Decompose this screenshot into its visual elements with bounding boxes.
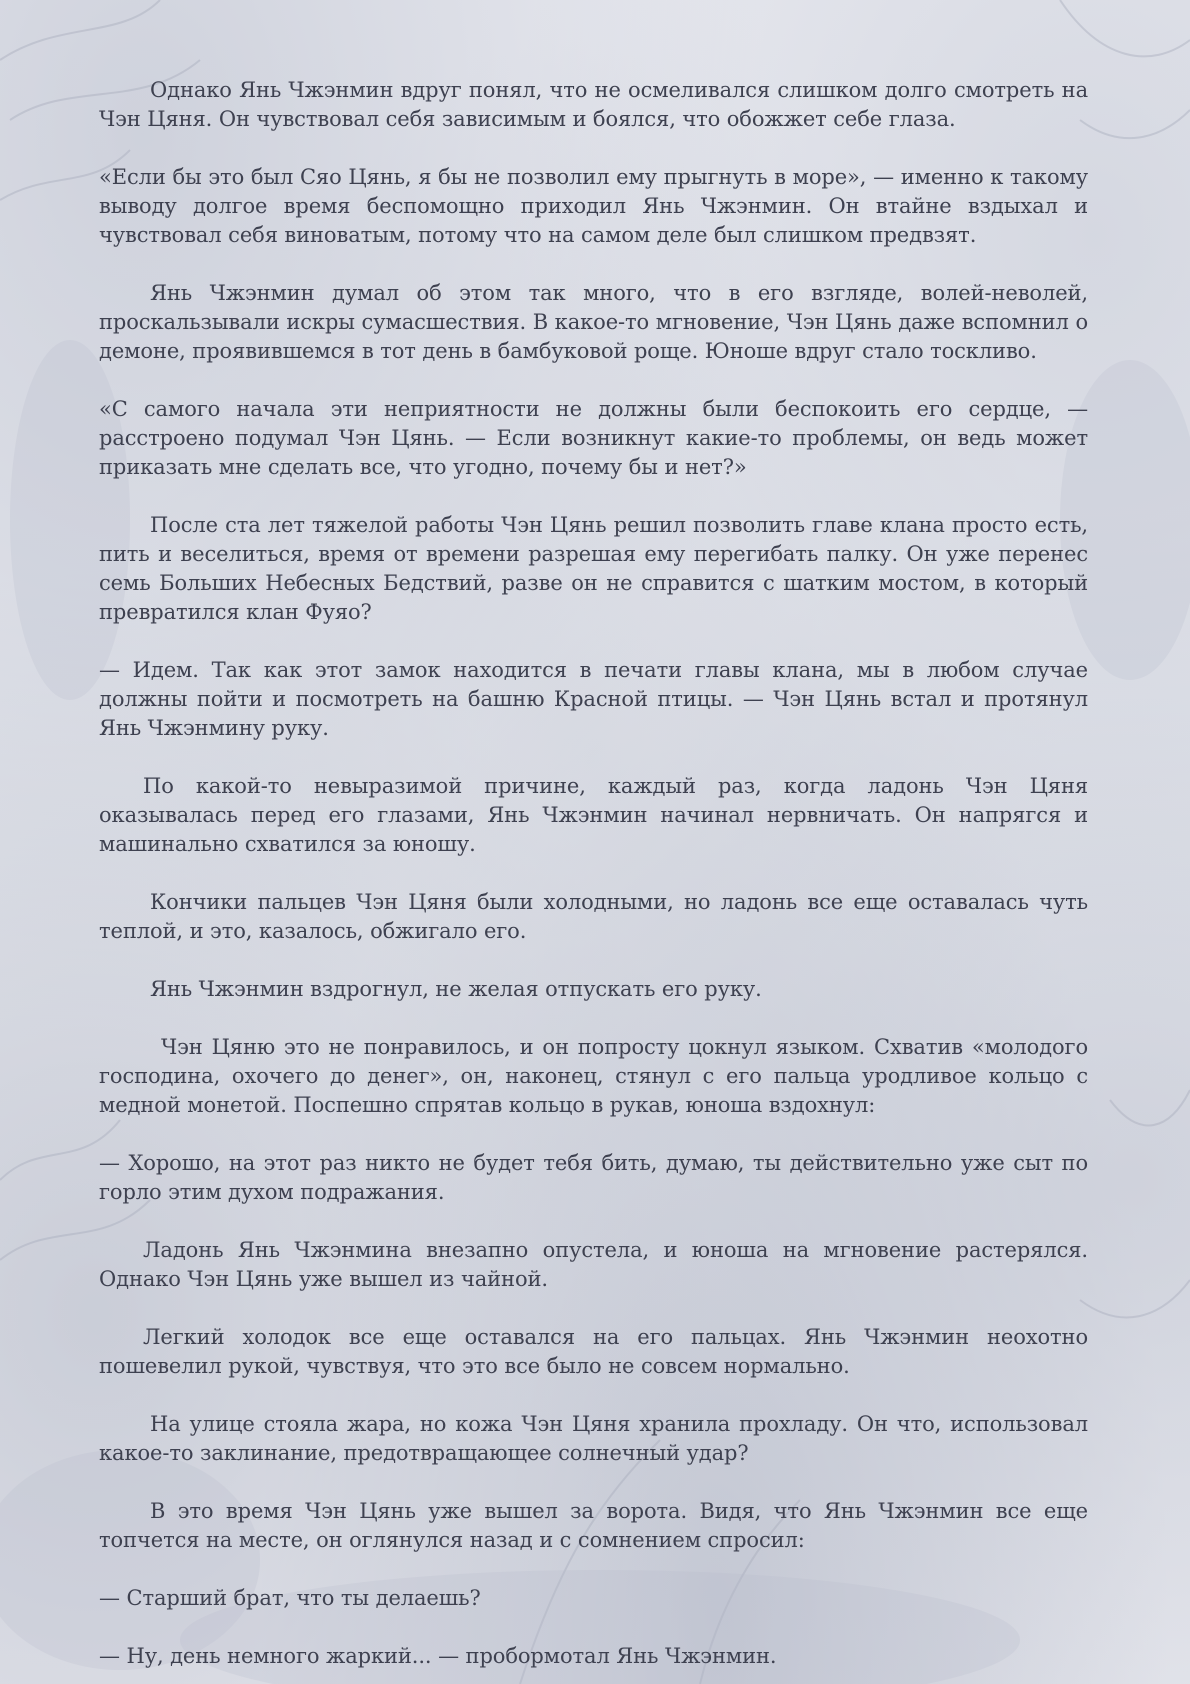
dragon-scale-curve (0, 0, 160, 60)
paragraph: После ста лет тяжелой работы Чэн Цянь решил позволить главе клана просто есть, пить и веселиться, время от времени разрешая ему перегибать палку. Он уже перенес семь Больших Небесных Бедствий, разве он не справится с шатким мостом, в который превратился клан Фуяо? (99, 513, 1088, 624)
paragraph: На улице стояла жара, но кожа Чэн Цяня хранила прохладу. Он что, использовал какое-то заклинание, предотвращающее солнечный удар? (99, 1412, 1088, 1465)
chapter-text (99, 76, 1088, 1671)
dragon-scale-curve (1060, 0, 1190, 56)
paragraph: Чэн Цяню это не понравилось, и он попросту цокнул языком. Схватив «молодого господина, охочего до денег», он, наконец, стянул с его пальца уродливое кольцо с медной монетой. Поспешно спрятав кольцо в рукав, юноша вздохнул: (99, 1035, 1088, 1117)
dragon-scale-curve (1080, 1280, 1190, 1317)
dragon-scale-curve (1080, 110, 1190, 138)
paragraph: — Идем. Так как этот замок находится в печати главы клана, мы в любом случае должны пойти и посмотреть на башню Красной птицы. — Чэн Цянь встал и протянул Янь Чжэнмину руку. (99, 658, 1088, 740)
paragraph: Однако Янь Чжэнмин вдруг понял, что не осмеливался слишком долго смотреть на Чэн Цяня. Он чувствовал себя зависимым и боялся, что обожжет себе глаза. (99, 78, 1088, 131)
paragraph: — Хорошо, на этот раз никто не будет тебя бить, думаю, ты действительно уже сыт по горло этим духом подражания. (99, 1151, 1088, 1204)
dragon-scale-curve (1110, 1090, 1190, 1125)
paragraph: В это время Чэн Цянь уже вышел за ворота. Видя, что Янь Чжэнмин все еще топчется на месте, он оглянулся назад и с сомнением спросил: (99, 1499, 1088, 1552)
paragraph: «С самого начала эти неприятности не должны были беспокоить его сердце, — расстроено подумал Чэн Цянь. — Если возникнут какие-то проблемы, он ведь может приказать мне сделать все, что угодно, почему бы и нет?» (99, 397, 1088, 479)
paragraph: — Ну, день немного жаркий... — пробормотал Янь Чжэнмин. (99, 1644, 777, 1668)
paragraph: Ладонь Янь Чжэнмина внезапно опустела, и юноша на мгновение растерялся. Однако Чэн Цянь уже вышел из чайной. (99, 1238, 1088, 1291)
paragraph: По какой-то невыразимой причине, каждый раз, когда ладонь Чэн Цяня оказывалась перед его глазами, Янь Чжэнмин начинал нервничать. Он напрягся и машинально схватился за юношу. (99, 774, 1088, 856)
paragraph: Янь Чжэнмин думал об этом так много, что в его взгляде, волей-неволей, проскальзывали искры сумасшествия. В какое-то мгновение, Чэн Цянь даже вспомнил о демоне, проявившемся в тот день в бамбуковой роще. Юноше вдруг стало тоскливо. (99, 281, 1088, 363)
paragraph: «Если бы это был Сяо Цянь, я бы не позволил ему прыгнуть в море», — именно к такому выводу долгое время беспомощно приходил Янь Чжэнмин. Он втайне вздыхал и чувствовал себя виноватым, потому что на самом деле был слишком предвзят. (99, 165, 1088, 247)
paragraph: Легкий холодок все еще оставался на его пальцах. Янь Чжэнмин неохотно пошевелил рукой, чувствуя, что это все было не совсем нормально. (99, 1325, 1088, 1378)
paragraph: Янь Чжэнмин вздрогнул, не желая отпускать его руку. (150, 977, 762, 1001)
paragraph: Кончики пальцев Чэн Цяня были холодными, но ладонь все еще оставалась чуть теплой, и это, казалось, обжигало его. (99, 890, 1088, 943)
paragraph: — Старший брат, что ты делаешь? (99, 1586, 481, 1610)
